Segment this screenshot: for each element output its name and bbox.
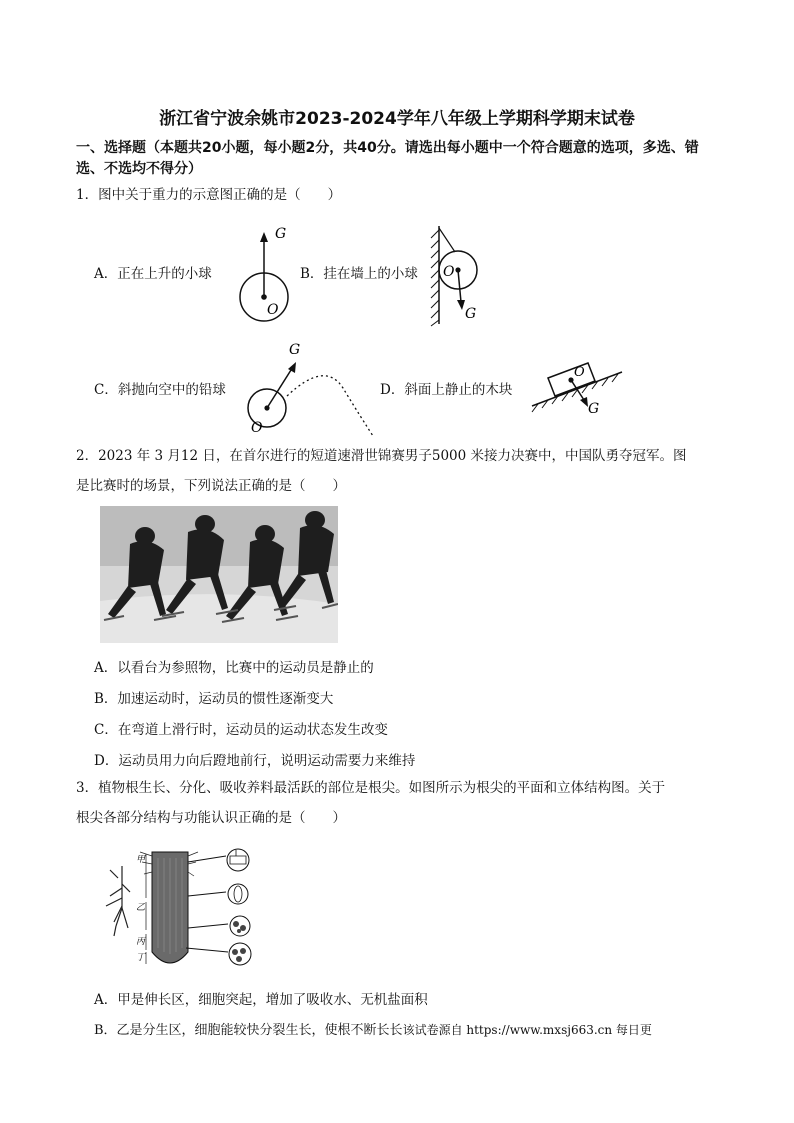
question-3-stem-line2: 根尖各部分结构与功能认识正确的是（ ） <box>76 810 346 826</box>
q3-option-b: B．乙是分生区，细胞能较快分裂生长，使根不断长长 <box>94 1023 403 1038</box>
q2-option-b: B．加速运动时，运动员的惯性逐渐变大 <box>94 691 334 707</box>
q1-figure-d <box>530 360 625 418</box>
svg-text:O: O <box>443 264 455 280</box>
q1-figure-b <box>425 222 490 330</box>
svg-text:G: G <box>289 342 301 358</box>
question-2-stem-line1: 2．2023 年 3 月12 日，在首尔进行的短道速滑世锦赛男子5000 米接力决赛中，中国队勇夺冠军。图 <box>76 448 687 464</box>
q1-option-a: A．正在上升的小球 <box>94 266 212 282</box>
q3-option-a: A．甲是伸长区，细胞突起，增加了吸收水、无机盐面积 <box>94 992 428 1008</box>
q2-option-d: D．运动员用力向后蹬地前行，说明运动需要力来维持 <box>94 753 416 769</box>
q1-option-c: C．斜抛向空中的铅球 <box>94 382 226 398</box>
root-tip-diagram <box>100 848 260 972</box>
svg-text:O: O <box>574 365 585 380</box>
zone-label-jia: 甲 <box>136 855 146 865</box>
svg-text:G: G <box>588 401 600 417</box>
q1-option-d: D．斜面上静止的木块 <box>380 382 513 398</box>
question-2-stem-line2: 是比赛时的场景，下列说法正确的是（ ） <box>76 478 346 494</box>
question-3-stem-line1: 3．植物根生长、分化、吸收养料最活跃的部位是根尖。如图所示为根尖的平面和立体结构图。关于 <box>76 780 666 796</box>
q2-option-a: A．以看台为参照物，比赛中的运动员是静止的 <box>94 660 374 676</box>
center-label-o: O <box>267 302 279 318</box>
q1-figure-a <box>235 222 295 326</box>
force-label-g: G <box>275 226 287 242</box>
zone-label-bing: 丙 <box>136 937 146 947</box>
zone-label-yi: 乙 <box>136 903 146 913</box>
question-1-stem: 1．图中关于重力的示意图正确的是（ ） <box>76 187 342 203</box>
speed-skating-photo <box>100 506 338 643</box>
q1-option-b: B．挂在墙上的小球 <box>300 266 418 282</box>
section-heading: 一、选择题（本题共20小题，每小题2分，共40分。请选出每小题中一个符合题意的选项，多选、错选、不选均不得分） <box>76 140 699 177</box>
q2-option-c: C．在弯道上滑行时，运动员的运动状态发生改变 <box>94 722 388 738</box>
q1-figure-c <box>245 338 380 438</box>
svg-text:O: O <box>251 420 263 436</box>
zone-label-ding: 丁 <box>136 953 146 963</box>
watermark-text: 该试卷源自 https://www.mxsj663.cn 每日更 <box>402 1023 652 1037</box>
page-title: 浙江省宁波余姚市2023-2024学年八年级上学期科学期末试卷 <box>159 109 635 129</box>
svg-text:G: G <box>465 306 477 322</box>
q3-option-b-line <box>94 1019 652 1038</box>
